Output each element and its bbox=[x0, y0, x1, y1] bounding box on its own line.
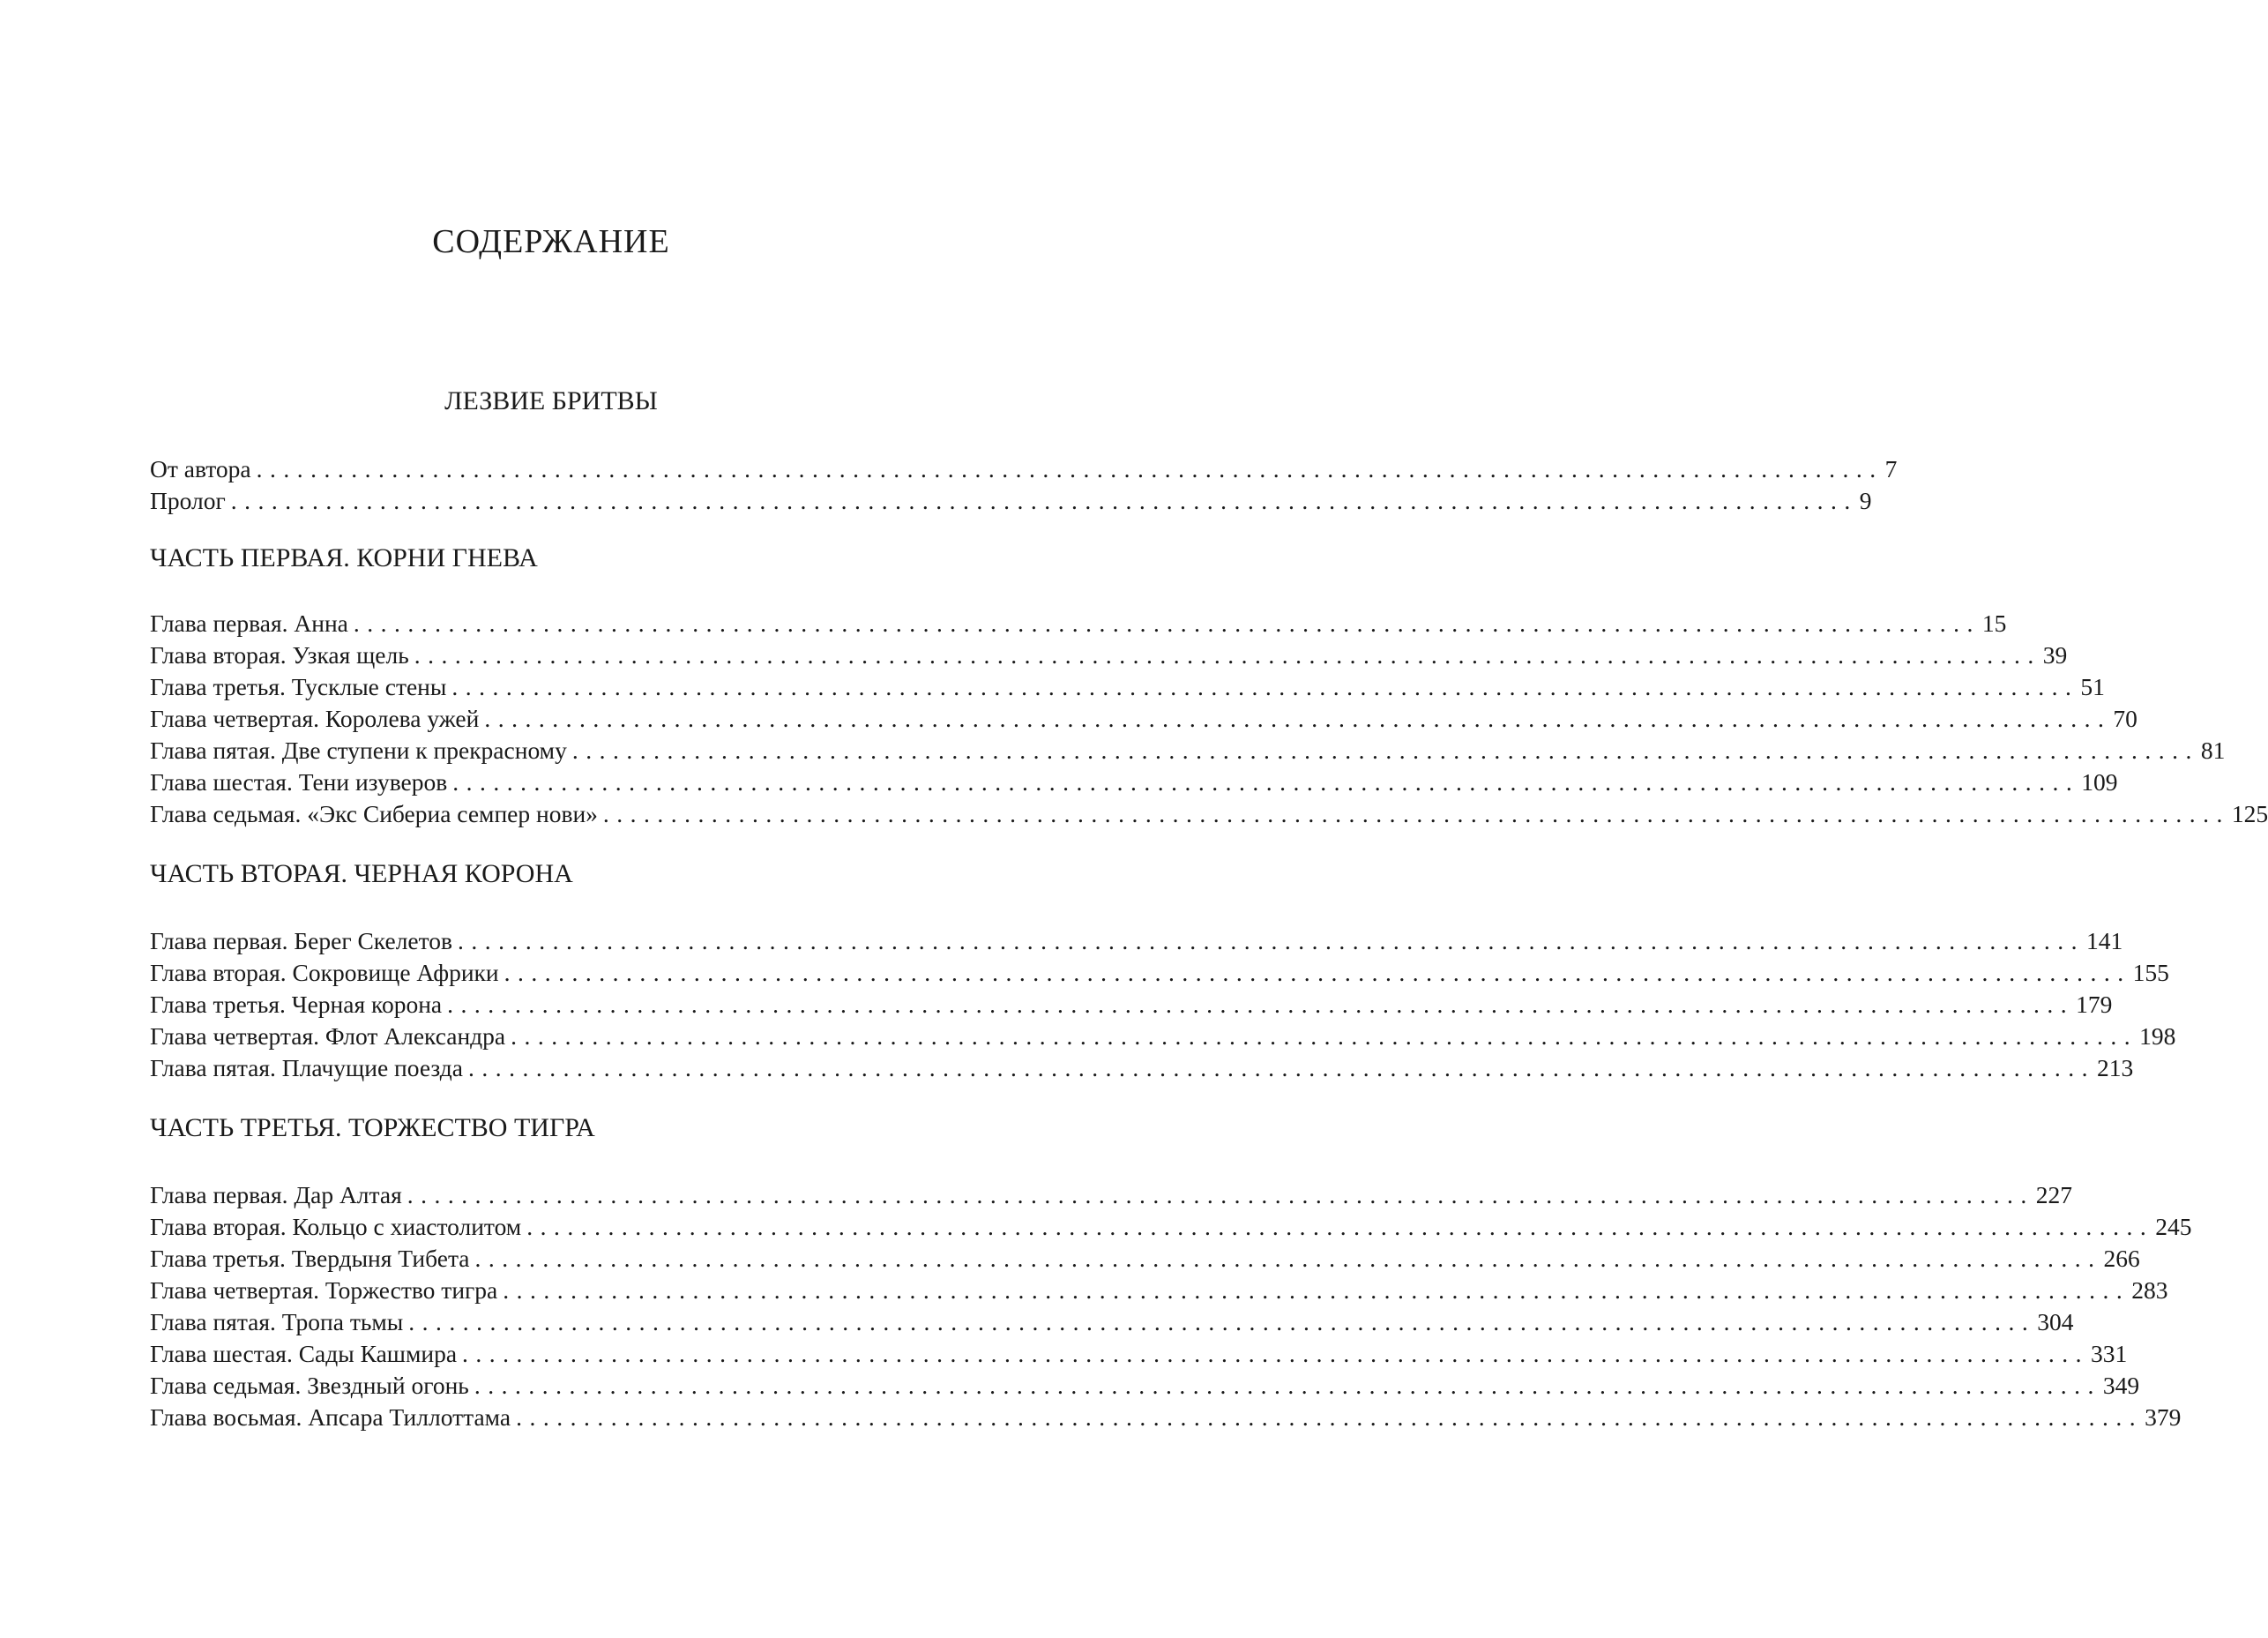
dot-leader: ........................................................................................................................ bbox=[414, 641, 2041, 669]
dot-leader: ........................................................................................................................ bbox=[353, 610, 1981, 637]
part-heading-1: ЧАСТЬ ПЕРВАЯ. КОРНИ ГНЕВА bbox=[150, 543, 538, 572]
toc-entry[interactable] bbox=[150, 703, 2137, 735]
toc-entry[interactable] bbox=[150, 485, 1872, 517]
entry-label: Глава первая. Дар Алтая bbox=[150, 1181, 402, 1208]
toc-title: СОДЕРЖАНИЕ bbox=[432, 223, 670, 260]
part-1-list bbox=[150, 608, 2268, 830]
dot-leader: ........................................................................................................................ bbox=[458, 927, 2085, 954]
toc-entry[interactable] bbox=[150, 1021, 2176, 1052]
dot-leader: ........................................................................................................................ bbox=[516, 1403, 2144, 1431]
dot-leader: ........................................................................................................................ bbox=[511, 1022, 2138, 1050]
entry-page: 51 bbox=[2080, 673, 2105, 700]
entry-label: Глава шестая. Тени изуверов bbox=[150, 768, 448, 796]
part-3-list bbox=[150, 1179, 2192, 1433]
entry-label: Глава четвертая. Королева ужей bbox=[150, 705, 480, 732]
entry-label: Глава вторая. Узкая щель bbox=[150, 641, 409, 669]
toc-entry[interactable] bbox=[150, 1052, 2134, 1084]
entry-label: Глава пятая. Тропа тьмы bbox=[150, 1308, 404, 1335]
entry-page: 81 bbox=[2200, 737, 2226, 764]
dot-leader: ........................................................................................................................ bbox=[447, 991, 2075, 1018]
entry-label: Глава четвертая. Торжество тигра bbox=[150, 1276, 498, 1304]
entry-page: 7 bbox=[1884, 455, 1898, 482]
entry-label: Глава первая. Анна bbox=[150, 610, 348, 637]
entry-label: Глава шестая. Сады Кашмира bbox=[150, 1340, 458, 1367]
entry-page: 245 bbox=[2155, 1213, 2192, 1240]
toc-entry[interactable] bbox=[150, 1370, 2140, 1402]
entry-page: 198 bbox=[2139, 1022, 2176, 1050]
entry-page: 141 bbox=[2086, 927, 2123, 954]
toc-entry[interactable] bbox=[150, 639, 2068, 671]
dot-leader: ........................................................................................................................ bbox=[408, 1308, 2036, 1335]
book-title: ЛЕЗВИЕ БРИТВЫ bbox=[444, 386, 658, 415]
entry-label: Глава вторая. Кольцо с хиастолитом bbox=[150, 1213, 522, 1240]
dot-leader: ........................................................................................................................ bbox=[526, 1213, 2154, 1240]
toc-entry[interactable] bbox=[150, 798, 2268, 830]
entry-label: Глава восьмая. Апсара Тиллоттама bbox=[150, 1403, 511, 1431]
dot-leader: ........................................................................................................................ bbox=[462, 1340, 2090, 1367]
toc-entry[interactable] bbox=[150, 608, 2007, 639]
dot-leader: ........................................................................................................................ bbox=[484, 705, 2112, 732]
dot-leader: ........................................................................................................................ bbox=[571, 737, 2199, 764]
entry-page: 179 bbox=[2076, 991, 2113, 1018]
entry-page: 266 bbox=[2103, 1245, 2140, 1272]
toc-entry[interactable] bbox=[150, 1402, 2182, 1433]
front-matter-list bbox=[150, 453, 1898, 517]
entry-page: 227 bbox=[2035, 1181, 2072, 1208]
entry-label: Глава седьмая. «Экс Сибериа семпер нови» bbox=[150, 800, 598, 827]
entry-label: Глава третья. Твердыня Тибета bbox=[150, 1245, 470, 1272]
entry-label: Глава первая. Берег Скелетов bbox=[150, 927, 453, 954]
dot-leader: ........................................................................................................................ bbox=[504, 959, 2131, 986]
dot-leader: ........................................................................................................................ bbox=[474, 1245, 2102, 1272]
entry-page: 304 bbox=[2037, 1308, 2074, 1335]
toc-entry[interactable] bbox=[150, 957, 2169, 989]
part-2-list bbox=[150, 925, 2176, 1084]
toc-entry[interactable] bbox=[150, 1243, 2140, 1275]
toc-entry[interactable] bbox=[150, 453, 1898, 485]
toc-entry[interactable] bbox=[150, 671, 2105, 703]
entry-label: Пролог bbox=[150, 487, 226, 514]
entry-page: 70 bbox=[2113, 705, 2137, 732]
entry-label: Глава вторая. Сокровище Африки bbox=[150, 959, 499, 986]
dot-leader: ........................................................................................................................ bbox=[451, 673, 2079, 700]
entry-label: Глава четвертая. Флот Александра bbox=[150, 1022, 506, 1050]
entry-page: 39 bbox=[2042, 641, 2068, 669]
dot-leader: ........................................................................................................................ bbox=[230, 487, 1858, 514]
entry-page: 213 bbox=[2096, 1054, 2134, 1081]
toc-entry[interactable] bbox=[150, 1275, 2168, 1306]
entry-page: 125 bbox=[2231, 800, 2268, 827]
entry-page: 331 bbox=[2091, 1340, 2128, 1367]
dot-leader: ........................................................................................................................ bbox=[467, 1054, 2095, 1081]
entry-label: Глава пятая. Две ступени к прекрасному bbox=[150, 737, 567, 764]
toc-entry[interactable] bbox=[150, 989, 2113, 1021]
toc-entry[interactable] bbox=[150, 1211, 2192, 1243]
dot-leader: ........................................................................................................................ bbox=[602, 800, 2230, 827]
part-heading-2: ЧАСТЬ ВТОРАЯ. ЧЕРНАЯ КОРОНА bbox=[150, 859, 573, 888]
entry-page: 155 bbox=[2132, 959, 2169, 986]
entry-label: Глава седьмая. Звездный огонь bbox=[150, 1372, 469, 1399]
toc-entry[interactable] bbox=[150, 735, 2226, 767]
dot-leader: ........................................................................................................................ bbox=[474, 1372, 2101, 1399]
entry-page: 283 bbox=[2131, 1276, 2168, 1304]
dot-leader: ........................................................................................................................ bbox=[256, 455, 1884, 482]
toc-entry[interactable] bbox=[150, 767, 2118, 798]
entry-page: 15 bbox=[1981, 610, 2007, 637]
dot-leader: ........................................................................................................................ bbox=[407, 1181, 2034, 1208]
entry-page: 349 bbox=[2102, 1372, 2140, 1399]
dot-leader: ........................................................................................................................ bbox=[452, 768, 2080, 796]
entry-label: От автора bbox=[150, 455, 251, 482]
entry-label: Глава пятая. Плачущие поезда bbox=[150, 1054, 463, 1081]
entry-label: Глава третья. Тусклые стены bbox=[150, 673, 447, 700]
toc-entry[interactable] bbox=[150, 1306, 2074, 1338]
toc-entry[interactable] bbox=[150, 1179, 2072, 1211]
dot-leader: ........................................................................................................................ bbox=[503, 1276, 2130, 1304]
part-heading-3: ЧАСТЬ ТРЕТЬЯ. ТОРЖЕСТВО ТИГРА bbox=[150, 1113, 595, 1142]
entry-label: Глава третья. Черная корона bbox=[150, 991, 443, 1018]
entry-page: 109 bbox=[2081, 768, 2118, 796]
toc-entry[interactable] bbox=[150, 925, 2123, 957]
toc-entry[interactable] bbox=[150, 1338, 2128, 1370]
entry-page: 9 bbox=[1859, 487, 1872, 514]
entry-page: 379 bbox=[2145, 1403, 2182, 1431]
